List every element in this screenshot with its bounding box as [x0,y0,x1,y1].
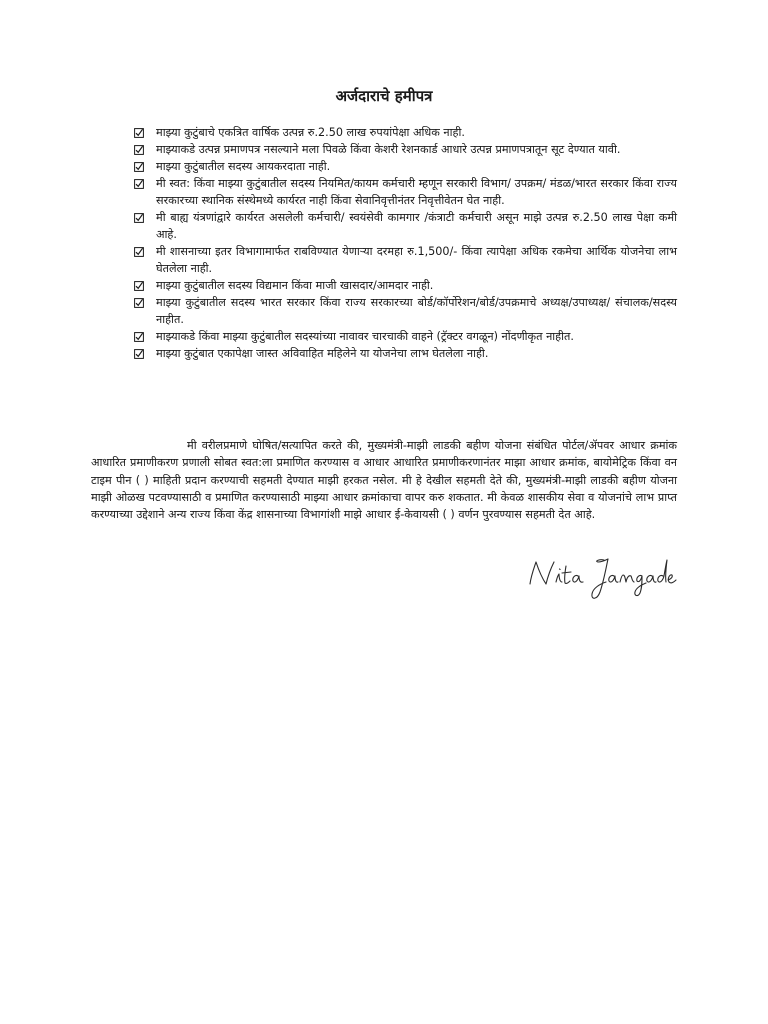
checkbox-checked-icon [134,298,144,308]
checkbox-checked-icon [134,179,144,189]
declaration-text: माझ्या कुटुंबातील सदस्य भारत सरकार किंवा राज्य सरकारच्या बोर्ड/कॉर्पोरेशन/बोर्ड/उपक्रमाचे अध्यक्ष/उपाध्यक्ष/ संचालक/सदस्य नाहीत. [156,296,677,326]
checkbox-checked-icon [134,213,144,223]
declaration-item [132,345,677,362]
declaration-item [132,158,677,175]
declaration-item [132,124,677,141]
declaration-text: माझ्याकडे किंवा माझ्या कुटुंबातील सदस्यांच्या नावावर चारचाकी वाहने (ट्रॅक्टर वगळून) नोंदणीकृत नाहीत. [156,330,574,343]
consent-paragraph: मी वरीलप्रमाणे घोषित/सत्यापित करते की, मुख्यमंत्री-माझी लाडकी बहीण योजना संबंधित पोर्टल/ॲपवर आधार क्रमांक आधारित प्रमाणीकरण प्रणाली सोबत स्वत:ला प्रमाणित करण्यास व आधार आधारित प्रमाणीकरणानंतर माझा आधार क्रमांक, बायोमेट्रिक किंवा वन टाइम पीन ( ) माहिती प्रदान करण्याची सहमती देण्यात माझी हरकत नसेल. मी हे देखील सहमती देते की, मुख्यमंत्री-माझी लाडकी बहीण योजना माझी ओळख पटवण्यासाठी व प्रमाणित करण्यासाठी माझ्या आधार क्रमांकाचा वापर करु शकतात. मी केवळ शासकीय सेवा व योजनांचे लाभ प्राप्त करण्याच्या उद्देशाने अन्य राज्य किंवा केंद्र शासनाच्या विभागांशी माझे आधार ई-केवायसी ( ) वर्णन पुरवण्यास सहमती देत आहे. [91,439,677,522]
declaration-text: माझ्या कुटुंबातील सदस्य विद्यमान किंवा माजी खासदार/आमदार नाही. [156,279,434,292]
declaration-item [132,175,677,209]
declaration-text: माझ्याकडे उत्पन्न प्रमाणपत्र नसल्याने मला पिवळे किंवा केशरी रेशनकार्ड आधारे उत्पन्न प्रमाणपत्रातून सूट देण्यात यावी. [156,143,621,156]
declaration-list [132,124,677,362]
checkbox-checked-icon [134,162,144,172]
declaration-text: माझ्या कुटुंबातील सदस्य आयकरदाता नाही. [156,160,331,173]
checkbox-checked-icon [134,247,144,257]
checkbox-checked-icon [134,145,144,155]
checkbox-checked-icon [134,128,144,138]
declaration-item [132,243,677,277]
declaration-text: माझ्या कुटुंबात एकापेक्षा जास्त अविवाहित महिलेने या योजनेचा लाभ घेतलेला नाही. [156,347,489,360]
checkbox-checked-icon [134,281,144,291]
declaration-item [132,209,677,243]
declaration-item [132,141,677,158]
checkbox-checked-icon [134,349,144,359]
declaration-item [132,328,677,345]
declaration-text: मी बाह्य यंत्रणांद्वारे कार्यरत असलेली कर्मचारी/ स्वयंसेवी कामगार /कंत्राटी कर्मचारी असून माझे उत्पन्न रु.2.50 लाख पेक्षा कमी आहे. [156,211,677,241]
declaration-text: मी स्वत: किंवा माझ्या कुटुंबातील सदस्य नियमित/कायम कर्मचारी म्हणून सरकारी विभाग/ उपक्रम/ मंडळ/भारत सरकार किंवा राज्य सरकारच्या स्थानिक संस्थेमध्ये कार्यरत नाही किंवा सेवानिवृत्तीनंतर निवृत्तीवेतन घेत नाही. [156,177,677,207]
declaration-item [132,294,677,328]
handwritten-signature [520,548,680,608]
declaration-item [132,277,677,294]
declaration-text: माझ्या कुटुंबाचे एकत्रित वार्षिक उत्पन्न रु.2.50 लाख रुपयांपेक्षा अधिक नाही. [156,126,465,139]
declaration-text: मी शासनाच्या इतर विभागामार्फत राबविण्यात येणाऱ्या दरमहा रु.1,500/- किंवा त्यापेक्षा अधिक रकमेचा आर्थिक योजनेचा लाभ घेतलेला नाही. [156,245,677,275]
checkbox-checked-icon [134,332,144,342]
page-title: अर्जदाराचे हमीपत्र [335,87,433,105]
